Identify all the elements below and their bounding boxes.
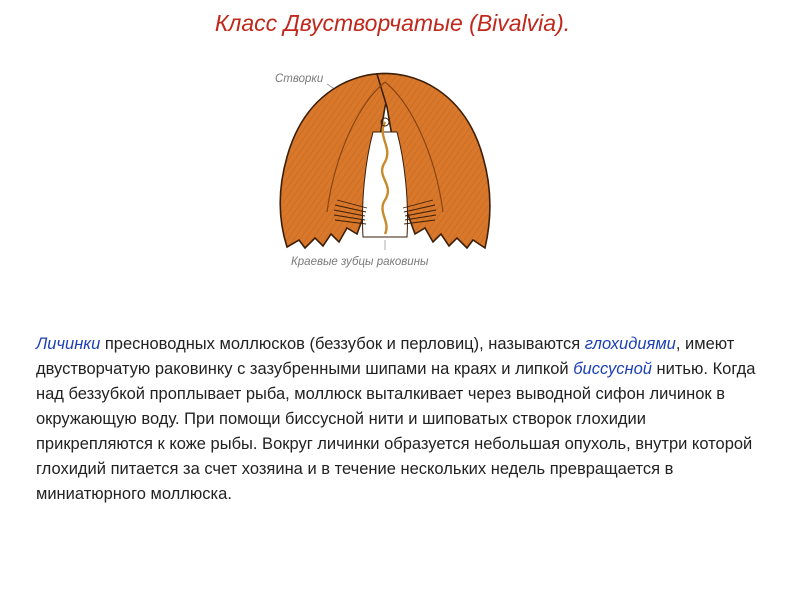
glochidium-svg: [265, 62, 505, 277]
term-larvae: Личинки: [36, 335, 101, 353]
label-valves: Створки: [275, 73, 324, 85]
text-part-2: , имеют двустворчатую раковинку с зазубренными шипами на краях и липкой: [36, 335, 735, 378]
slide-title: Класс Двустворчатые (Bivalvia).: [214, 10, 571, 36]
description-paragraph: [36, 332, 766, 507]
glochidium-illustration: [265, 62, 505, 277]
text-part-1: пресноводных моллюсков (беззубок и перловиц), называются: [100, 335, 585, 353]
term-glochidia: глохидиями: [584, 335, 676, 353]
label-marginal-teeth: Краевые зубцы раковины: [291, 256, 429, 268]
text-part-3: нитью. Когда над беззубкой проплывает рыба, моллюск выталкивает через выводной сифон личинок в окружающую воду. При помощи биссусной нити и шиповатых створок глохидии прикрепляются к коже рыбы. Вокруг личинки образуется небольшая опухоль, внутри которой глохидий питается за счет хозяина и в течение нескольких недель превращается в миниатюрного моллюска.: [36, 360, 756, 503]
term-byssus: биссусной: [573, 360, 652, 378]
